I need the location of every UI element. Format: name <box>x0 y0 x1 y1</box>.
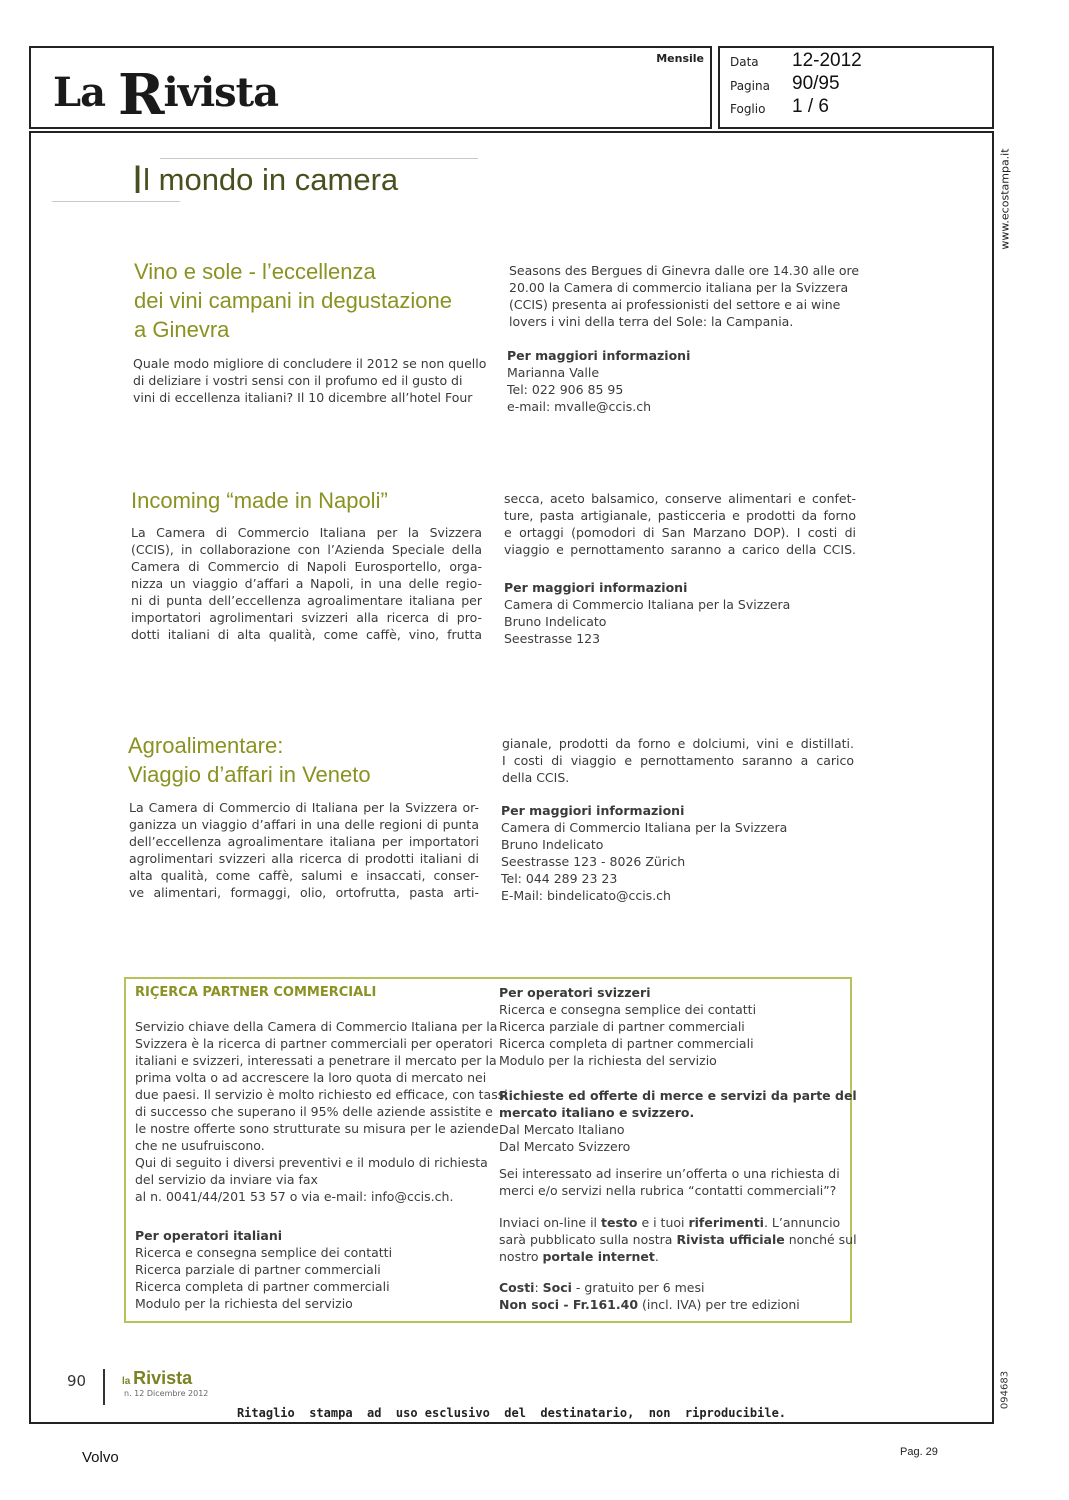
clipping-code: 094683 <box>999 1370 1011 1410</box>
article3-col1: La Camera di Commercio di Italiana per la Svizzera or- ganizza un viaggio d’affari in una delle regioni di punta dell’eccellenza agroalimentare italiana per importatori agrolimentari svizzeri alla ricerca di prodotti italiani di alta qualità, come caffè, salumi e insaccati, conser- ve alimentari, formaggi, olio, ortofrutta, pasta arti- <box>129 800 479 900</box>
disclaimer: Ritaglio stampa ad uso esclusivo del destinatario, non riproducibile. <box>236 1406 787 1420</box>
footer-divider <box>103 1369 105 1405</box>
article3-title: Agroalimentare: Viaggio d’affari in Veneto <box>128 733 371 787</box>
periodicity-label: Mensile <box>656 52 704 65</box>
list-item: Ricerca parziale di partner commerciali <box>135 1262 381 1277</box>
foglio-label: Foglio <box>730 102 766 116</box>
data-value: 12-2012 <box>792 50 862 71</box>
pagina-value: 90/95 <box>792 73 840 94</box>
meta-box <box>718 46 994 129</box>
article1-info: Per maggiori informazioni Marianna Valle Tel: 022 906 85 95 e-mail: mvalle@ccis.ch <box>507 348 691 414</box>
box-costs: Costi: Soci - gratuito per 6 mesi Non soci - Fr.161.40 (incl. IVA) per tre edizioni <box>499 1280 800 1312</box>
box-requests: Richieste ed offerte di merce e servizi da parte del mercato italiano e svizzero. Dal Mercato Italiano Dal Mercato Svizzero <box>499 1088 857 1154</box>
box-title: RIÇERCA PARTNER COMMERCIALI <box>135 985 377 1000</box>
client-name: Volvo <box>82 1449 119 1466</box>
page-label: Pag. 29 <box>900 1446 938 1458</box>
footer-logo: la Rivista <box>122 1368 193 1388</box>
article3-col2: gianale, prodotti da forno e dolciumi, vini e distillati. I costi di viaggio e pernottamento saranno a carico della CCIS. <box>502 736 854 785</box>
data-label: Data <box>730 55 759 69</box>
box-question: Sei interessato ad inserire un’offerta o una richiesta di merci e/o servizi nella rubrica “contatti commerciali”? <box>499 1166 840 1198</box>
list-item: Modulo per la richiesta del servizio <box>135 1296 353 1311</box>
page-number: 90 <box>67 1372 87 1390</box>
article1-col2: Seasons des Bergues di Ginevra dalle ore 14.30 alle ore 20.00 la Camera di commercio italiana per la Svizzera (CCIS) presenta ai professionisti del settore e ai wine lovers i vini della terra del Sole: la Campania. <box>509 263 860 329</box>
list-item: Ricerca completa di partner commerciali <box>135 1279 390 1294</box>
list-item: Modulo per la richiesta del servizio <box>499 1053 717 1068</box>
box-swiss-operators: Per operatori svizzeri Ricerca e consegna semplice dei contatti Ricerca parziale di partner commerciali Ricerca completa di partner commerciali Modulo per la richiesta del servizio <box>499 985 757 1068</box>
issue-label: n. 12 Dicembre 2012 <box>124 1389 209 1398</box>
article2-col2: secca, aceto balsamico, conserve alimentari e confet- ture, pasta artigianale, pasticceria e prodotti da forno e ortaggi (pomodori di San Marzano DOP). I costi di viaggio e pernottamento saranno a carico della CCIS. <box>504 491 856 557</box>
list-item: Ricerca parziale di partner commerciali <box>499 1019 745 1034</box>
article1-col1: Quale modo migliore di concludere il 2012 se non quello di deliziare i vostri sensi con il profumo ed il gusto di vini di eccellenza italiani? Il 10 dicembre all’hotel Four <box>133 356 487 405</box>
pagina-label: Pagina <box>730 79 770 93</box>
website-vertical: www.ecostampa.it <box>998 148 1012 250</box>
section-title: Il mondo in camera <box>132 158 399 202</box>
list-item: Ricerca completa di partner commerciali <box>499 1036 754 1051</box>
article2-title: Incoming “made in Napoli” <box>131 488 388 513</box>
article2-col1: La Camera di Commercio Italiana per la Svizzera (CCIS), in collaborazione con l’Azienda Speciale della Camera di Commercio di Napoli Eurosportello, orga- nizza un viaggio d’affari a Napoli, in una delle regio- ni di punta dell’eccellenza agroalimentare italiana per importatori agrolimentari svizzeri alla ricerca di pro- dotti italiani di alta qualità, come caffè, vino, frutta <box>131 525 482 642</box>
list-item: Dal Mercato Italiano <box>499 1122 625 1137</box>
article2-info: Per maggiori informazioni Camera di Commercio Italiana per la Svizzera Bruno Indelicato Seestrasse 123 <box>504 580 791 646</box>
box-intro: Servizio chiave della Camera di Commercio Italiana per la Svizzera è la ricerca di partner commerciali per operatori italiani e svizzeri, interessati a penetrare il mercato per la prima volta o ad accrescere la loro quota di mercato nei due paesi. Il servizio è molto richiesto ed efficace, con tassi di successo che superano il 95% delle aziende assistite e le nostre offerte sono strutturate su misura per le aziende che ne usufruiscono. Qui di seguito i diversi preventivi e il modulo di richiesta del servizio da inviare via fax al n. 0041/44/201 53 57 o via e-mail: info@ccis.ch. <box>135 1019 508 1204</box>
list-item: Ricerca e consegna semplice dei contatti <box>499 1002 757 1017</box>
list-item: Ricerca e consegna semplice dei contatti <box>135 1245 393 1260</box>
article1-title: Vino e sole - l’eccellenza dei vini campani in degustazione a Ginevra <box>134 259 452 342</box>
box-italian-operators: Per operatori italiani Ricerca e consegna semplice dei contatti Ricerca parziale di partner commerciali Ricerca completa di partner commerciali Modulo per la richiesta del servizio <box>135 1228 393 1311</box>
box-online-text: Inviaci on-line il testo e i tuoi riferimenti. L’annuncio sarà pubblicato sulla nostra Rivista ufficiale nonché sul nostro portale internet. <box>499 1215 857 1264</box>
list-item: Dal Mercato Svizzero <box>499 1139 631 1154</box>
masthead-box <box>29 46 712 129</box>
la-rivista-logo: La Rivista <box>53 62 279 128</box>
foglio-value: 1 / 6 <box>792 96 829 117</box>
article3-info: Per maggiori informazioni Camera di Commercio Italiana per la Svizzera Bruno Indelicato Seestrasse 123 - 8026 Zürich Tel: 044 289 23 23 E-Mail: bindelicato@ccis.ch <box>501 803 788 903</box>
